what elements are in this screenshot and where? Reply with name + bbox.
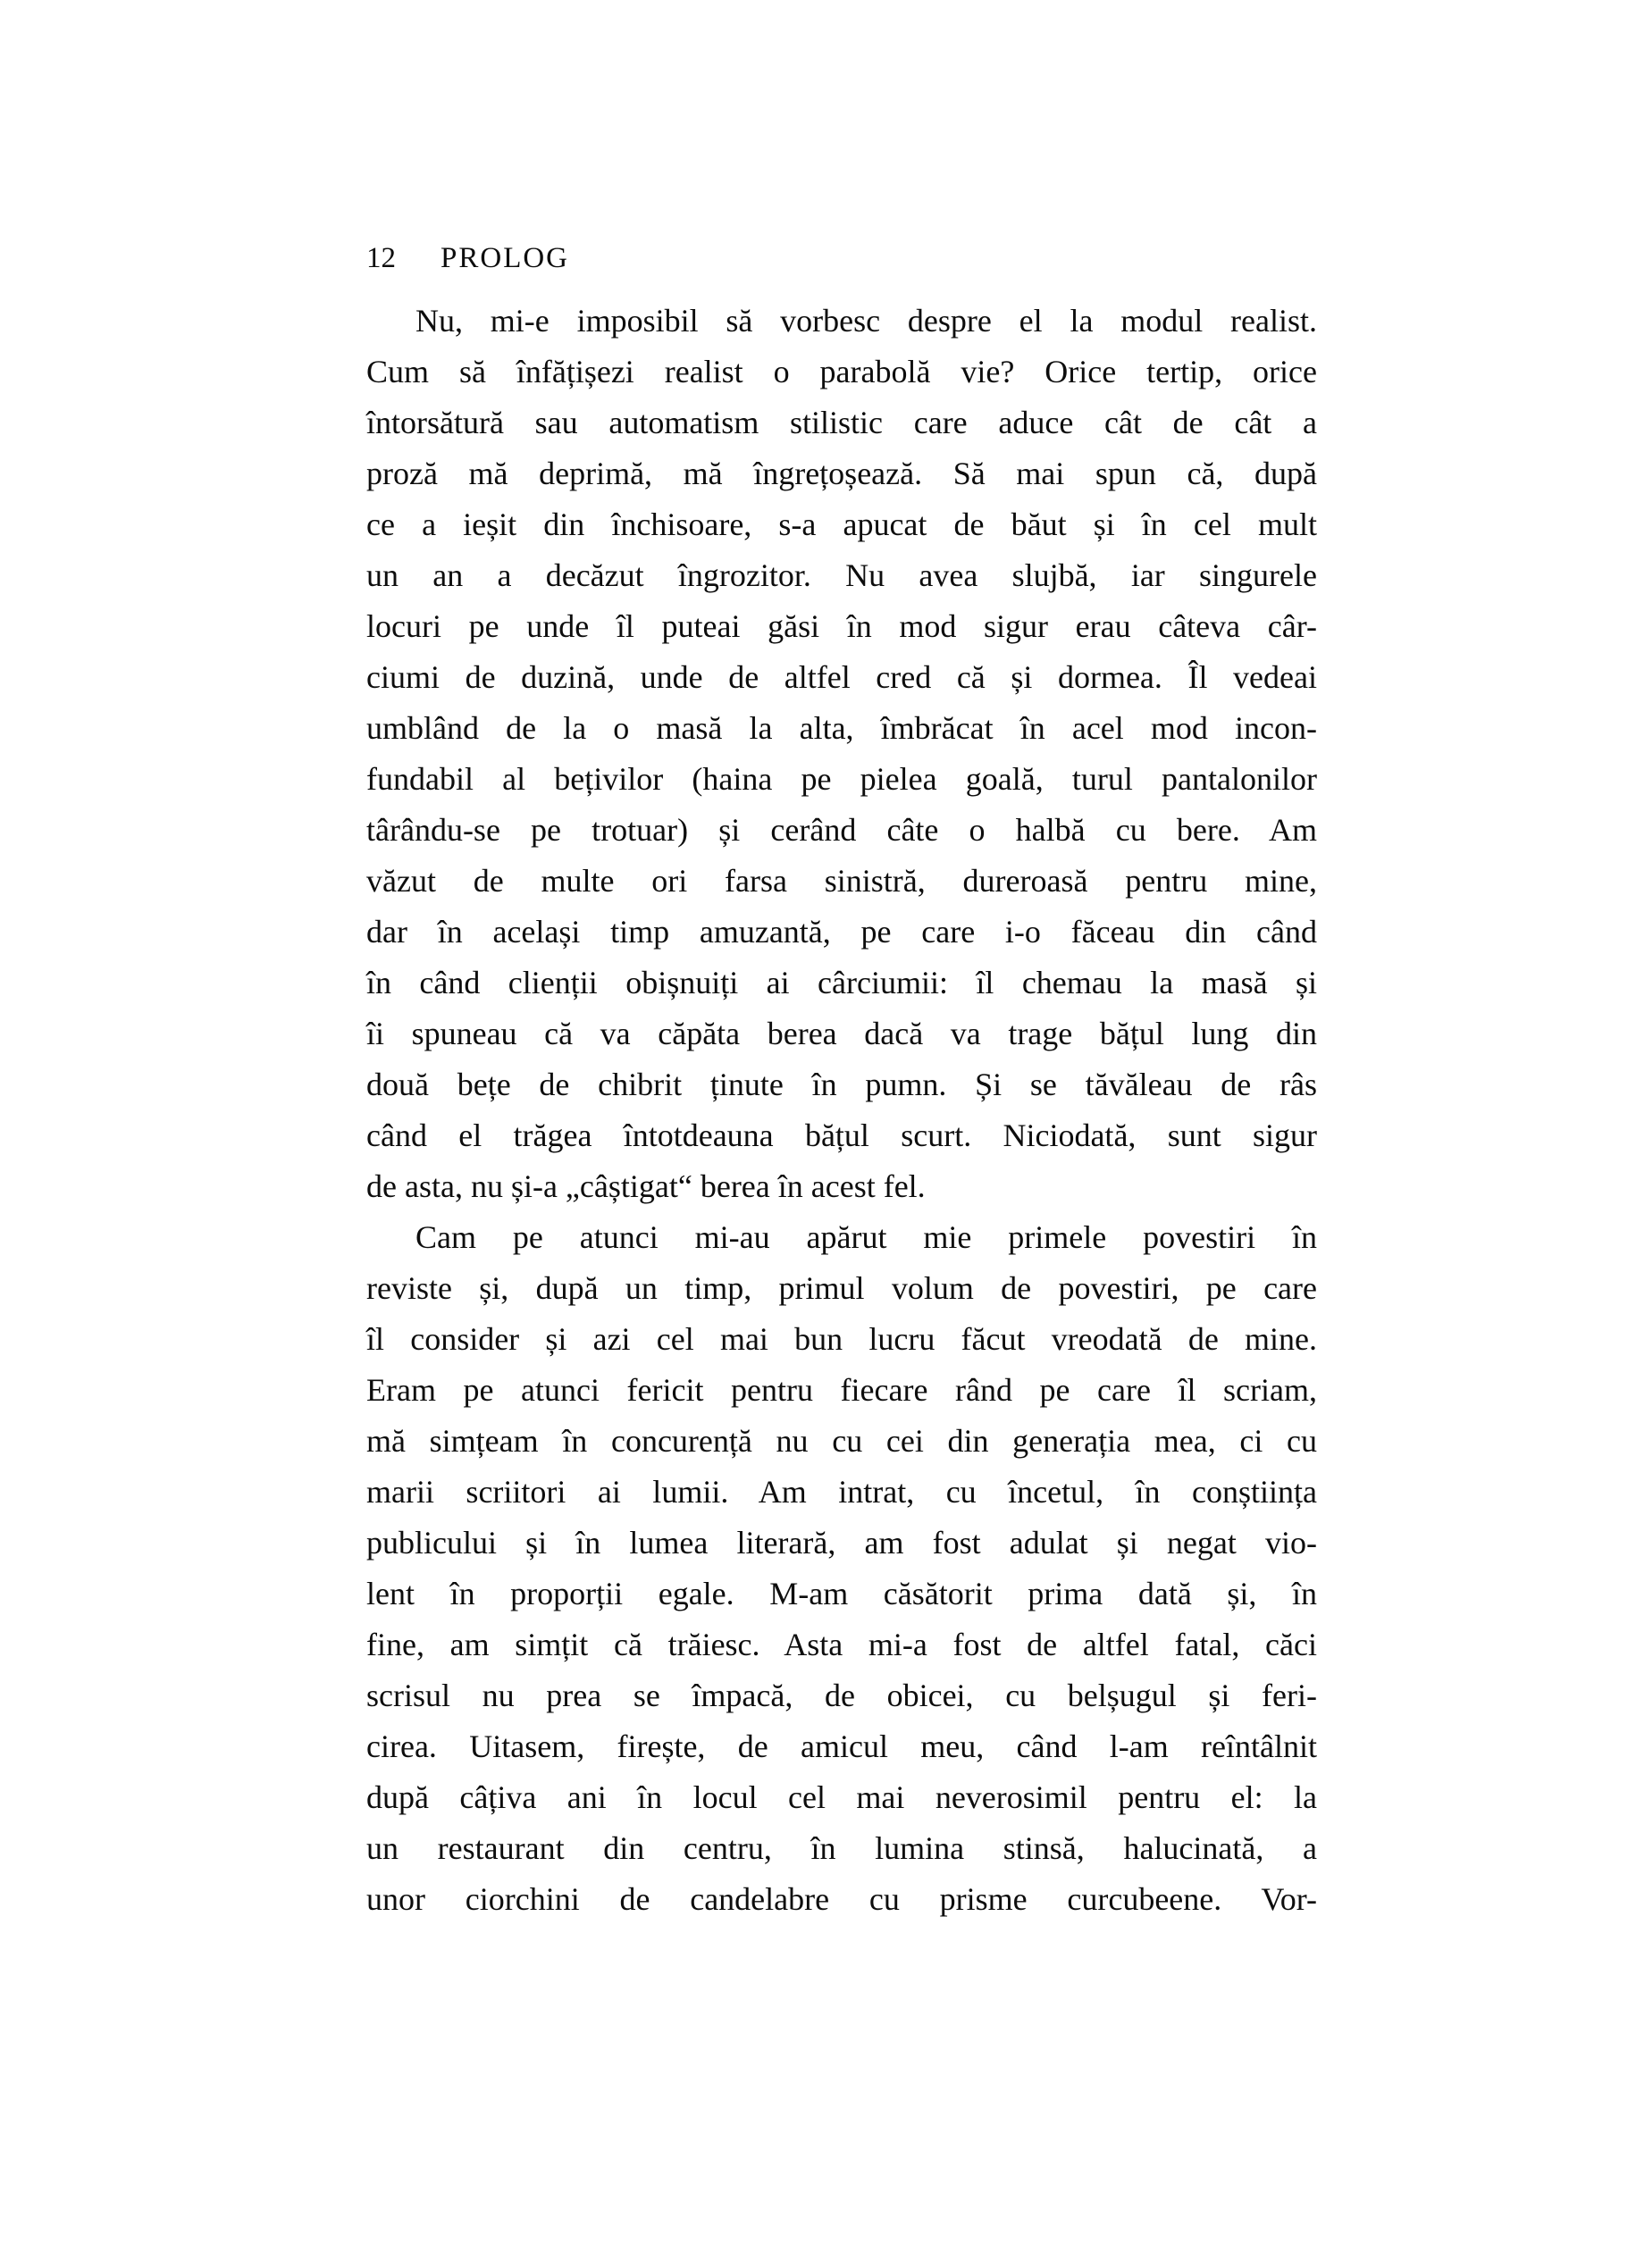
text-line: după câțiva ani în locul cel mai neverosimil pentru el: la: [366, 1779, 1317, 1815]
text-line: marii scriitori ai lumii. Am intrat, cu încetul, în conștiința: [366, 1474, 1317, 1510]
text-line: umblând de la o masă la alta, îmbrăcat în acel mod incon-: [366, 710, 1317, 746]
text-line: când el trăgea întotdeauna bățul scurt. Niciodată, sunt sigur: [366, 1117, 1317, 1153]
text-line: proză mă deprimă, mă îngrețoșează. Să mai spun că, după: [366, 456, 1317, 491]
text-line: două bețe de chibrit ținute în pumn. Și se tăvăleau de râs: [366, 1067, 1317, 1102]
paragraph: [366, 1212, 1317, 1925]
text-line: ce a ieșit din închisoare, s-a apucat de băut și în cel mult: [366, 506, 1317, 542]
text-line: Nu, mi-e imposibil să vorbesc despre el la modul realist.: [415, 303, 1317, 339]
text-line: îi spuneau că va căpăta berea dacă va trage bățul lung din: [366, 1016, 1317, 1051]
text-line: Cum să înfățișezi realist o parabolă vie? Orice tertip, orice: [366, 354, 1317, 389]
text-line: un restaurant din centru, în lumina stinsă, halucinată, a: [366, 1830, 1317, 1866]
paragraph: [366, 296, 1317, 1212]
text-line: îl consider și azi cel mai bun lucru făcut vreodată de mine.: [366, 1321, 1317, 1357]
text-line: publicului și în lumea literară, am fost adulat și negat vio-: [366, 1525, 1317, 1561]
text-line: dar în același timp amuzantă, pe care i-o făceau din când: [366, 914, 1317, 950]
text-line: unor ciorchini de candelabre cu prisme curcubeene. Vor-: [366, 1881, 1317, 1917]
running-header: [366, 241, 569, 275]
text-line: în când clienții obișnuiți ai cârciumii: îl chemau la masă și: [366, 965, 1317, 1000]
text-line: întorsătură sau automatism stilistic care aduce cât de cât a: [366, 405, 1317, 440]
text-line: de asta, nu și-a „câștigat“ berea în acest fel.: [366, 1168, 926, 1204]
text-line: un an a decăzut îngrozitor. Nu avea slujbă, iar singurele: [366, 557, 1317, 593]
text-line: văzut de multe ori farsa sinistră, dureroasă pentru mine,: [366, 863, 1317, 899]
text-line: Cam pe atunci mi-au apărut mie primele povestiri în: [415, 1219, 1317, 1255]
running-title: PROLOG: [440, 242, 570, 274]
text-line: reviste și, după un timp, primul volum de povestiri, pe care: [366, 1270, 1317, 1306]
text-line: scrisul nu prea se împacă, de obicei, cu belșugul și feri-: [366, 1678, 1317, 1713]
text-line: ciumi de duzină, unde de altfel cred că și dormea. Îl vedeai: [366, 659, 1317, 695]
text-line: lent în proporții egale. M-am căsătorit prima dată și, în: [366, 1576, 1317, 1611]
page-number: 12: [366, 242, 396, 274]
text-line: fundabil al bețivilor (haina pe pielea goală, turul pantalonilor: [366, 761, 1317, 797]
text-line: fine, am simțit că trăiesc. Asta mi-a fost de altfel fatal, căci: [366, 1627, 1317, 1662]
text-line: Eram pe atunci fericit pentru fiecare rând pe care îl scriam,: [366, 1372, 1317, 1408]
text-line: cirea. Uitasem, firește, de amicul meu, când l-am reîntâlnit: [366, 1728, 1317, 1764]
text-line: târându-se pe trotuar) și cerând câte o halbă cu bere. Am: [366, 812, 1317, 848]
text-line: mă simțeam în concurență nu cu cei din generația mea, ci cu: [366, 1423, 1317, 1459]
text-line: locuri pe unde îl puteai găsi în mod sigur erau câteva câr-: [366, 608, 1317, 644]
text-block: [366, 296, 1317, 1925]
